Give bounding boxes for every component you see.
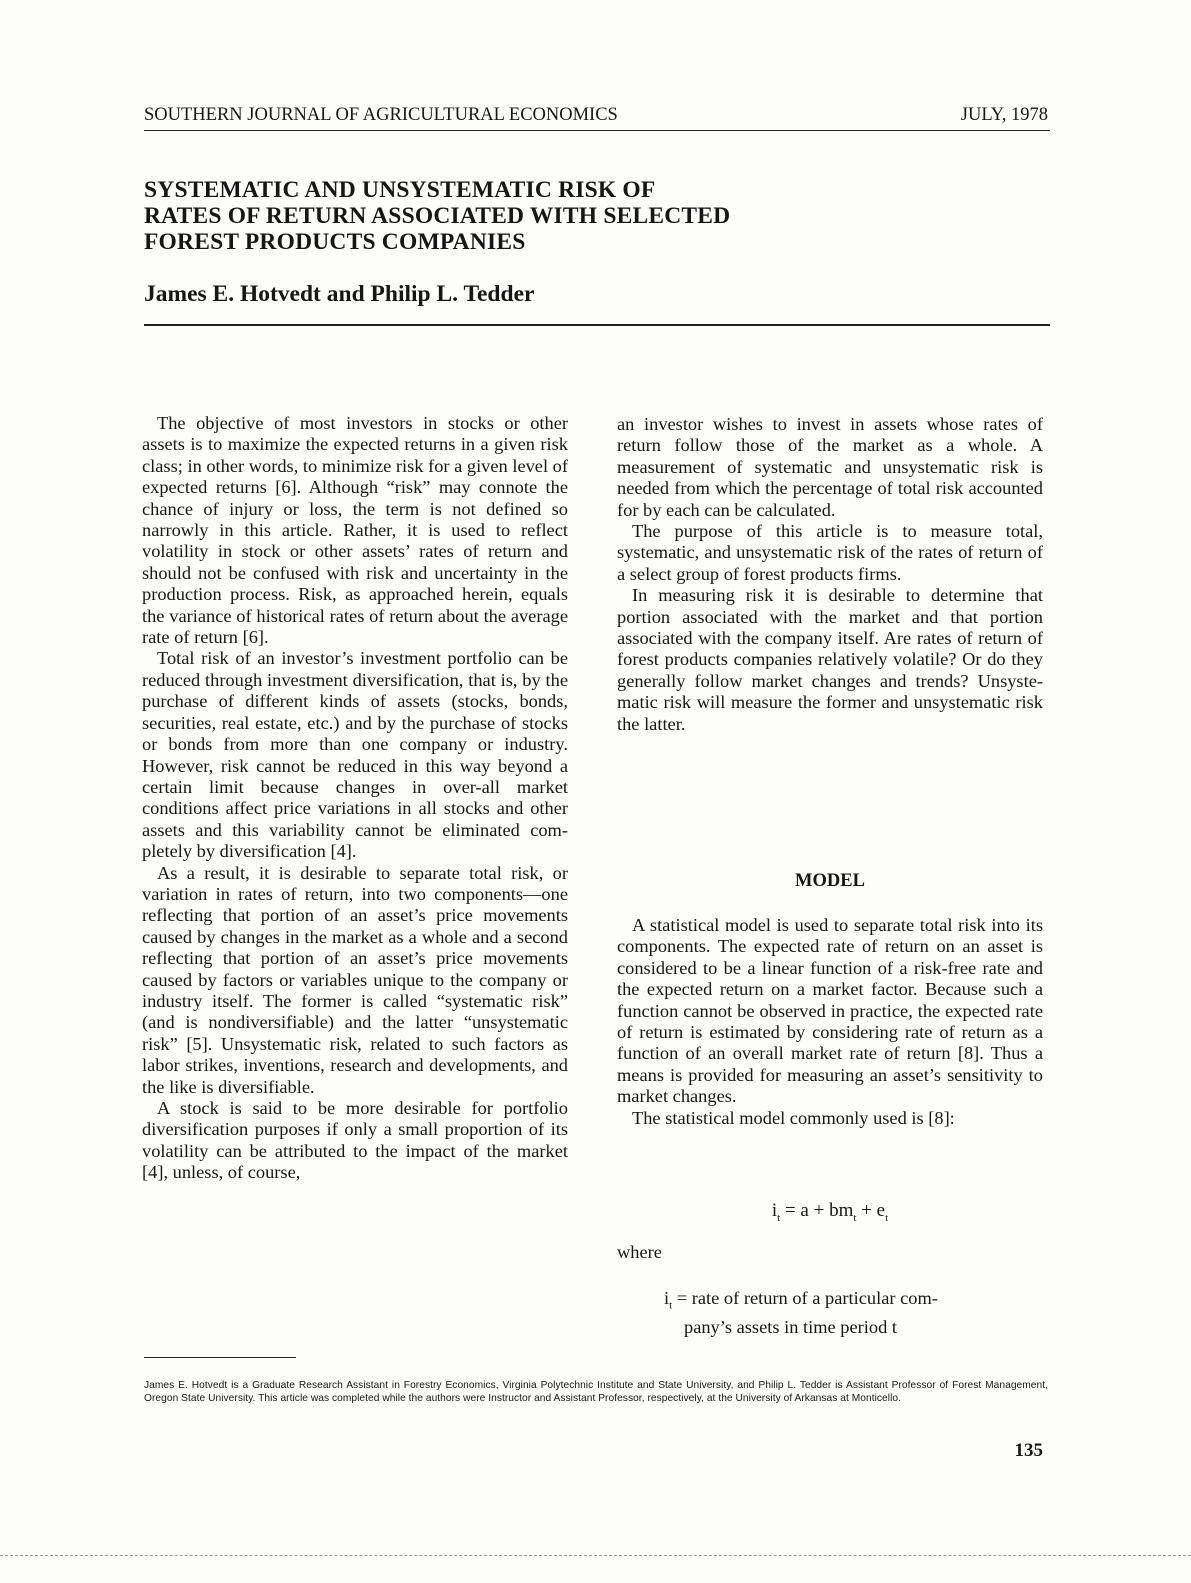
title-line: RATES OF RETURN ASSOCIATED WITH SELECTED	[144, 203, 731, 229]
page-number: 135	[1014, 1440, 1043, 1461]
equation-subscript: t	[777, 1211, 781, 1224]
definition-continuation: pany’s assets in time period t	[684, 1317, 897, 1338]
model-equation	[617, 1200, 1043, 1224]
running-head	[144, 104, 1050, 131]
title-line: SYSTEMATIC AND UNSYSTEMATIC RISK OF	[144, 177, 656, 203]
section-heading-model: MODEL	[795, 871, 865, 891]
author-footnote: James E. Hotvedt is a Graduate Research Assistant in Forestry Economics, Virginia Polytechnic Institute and State University, and Philip L. Tedder is Assistant Professor of Forest Management, Oregon State University. This article was completed while the authors were Instructor and Assistant Professor, respectively, at the University of Arkansas at Monticello.	[144, 1380, 1048, 1404]
definition-subscript: t	[669, 1299, 673, 1312]
title-divider	[144, 324, 1050, 326]
body-paragraph: Total risk of an investor’s investment portfolio can be reduced through investment diversification, that is, by the purchase of different kinds of assets (stocks, bonds, securities, real estate, etc.) and by the purchase of stocks or bonds from more than one company or industry. However, risk cannot be reduced in this way beyond a certain limit because changes in over-all market conditions affect price variations in all stocks and other assets and this variability cannot be eliminated completely by diversification [4].	[142, 648, 568, 862]
right-column-intro	[617, 414, 1043, 735]
article-authors: James E. Hotvedt and Philip L. Tedder	[144, 281, 535, 307]
equation-subscript: t	[885, 1211, 889, 1224]
variable-definition	[664, 1288, 1044, 1338]
where-label: where	[617, 1242, 662, 1262]
left-column	[142, 413, 568, 1184]
title-line: FOREST PRODUCTS COMPANIES	[144, 229, 526, 255]
journal-name: SOUTHERN JOURNAL OF AGRICULTURAL ECONOMICS	[144, 105, 618, 125]
definition-symbol: i	[664, 1288, 670, 1308]
definition-line	[664, 1288, 1044, 1317]
body-paragraph: The purpose of this article is to measure total, systematic, and unsystematic risk of the rates of return of a select group of forest products firms.	[617, 521, 1043, 584]
article-title	[144, 177, 864, 255]
model-section	[617, 915, 1043, 1129]
equation-lhs: i	[771, 1200, 778, 1221]
issue-date: JULY, 1978	[960, 105, 1048, 125]
footnote-divider	[144, 1357, 296, 1358]
body-paragraph: A stock is said to be more desirable for portfolio diversification purposes if only a small proportion of its volatility can be attributed to the impact of the market [4], unless, of course,	[142, 1098, 568, 1183]
body-paragraph: The statistical model commonly used is [8]:	[632, 1107, 955, 1128]
equation-subscript: t	[853, 1211, 857, 1224]
body-paragraph-continuation: an investor wishes to invest in assets whose rates of return follow those of the market as a whole. A measurement of systematic and unsystematic risk is needed from which the percentage of total risk accounted for by each can be calculated.	[617, 414, 1043, 520]
body-paragraph: A statistical model is used to separate total risk into its components. The expected rate of return on an asset is considered to be a linear function of a risk-free rate and the expected return on a market factor. Because such a function cannot be observed in practice, the expected rate of return is estimated by considering rate of return as a function of an overall market rate of return [8]. Thus a means is provided for measuring an asset’s sensitivity to market changes.	[617, 915, 1043, 1107]
body-paragraph: In measuring risk it is desirable to determine that portion associated with the market and that portion associated with the company itself. Are rates of return of forest products companies relatively volatile? Or do they generally follow market changes and trends? Unsystematic risk will measure the former and unsystematic risk the latter.	[617, 585, 1043, 734]
equation-error: + e	[861, 1200, 886, 1221]
equation-rhs: = a + bm	[784, 1200, 854, 1221]
scan-edge	[0, 1555, 1191, 1556]
definition-text: = rate of return of a particular com-	[676, 1288, 938, 1308]
body-paragraph: As a result, it is desirable to separate total risk, or variation in rates of return, into two components—one reflecting that portion of an asset’s price movements caused by changes in the market as a whole and a second reflecting that portion of an asset’s price movements caused by factors or variables unique to the company or industry itself. The former is called “systematic risk” (and is nondiversifiable) and the latter “unsystematic risk” [5]. Unsystematic risk, related to such factors as labor strikes, inventions, research and developments, and the like is diversifiable.	[142, 862, 568, 1097]
body-paragraph: The objective of most investors in stocks or other assets is to maximize the expected returns in a given risk class; in other words, to minimize risk for a given level of expected returns [6]. Although “risk” may connote the chance of injury or loss, the term is not defined so narrowly in this article. Rather, it is used to reflect volatility in stock or other assets’ rates of return and should not be confused with risk and uncertainty in the production process. Risk, as approached herein, equals the variance of historical rates of return about the average rate of return [6].	[142, 413, 568, 648]
